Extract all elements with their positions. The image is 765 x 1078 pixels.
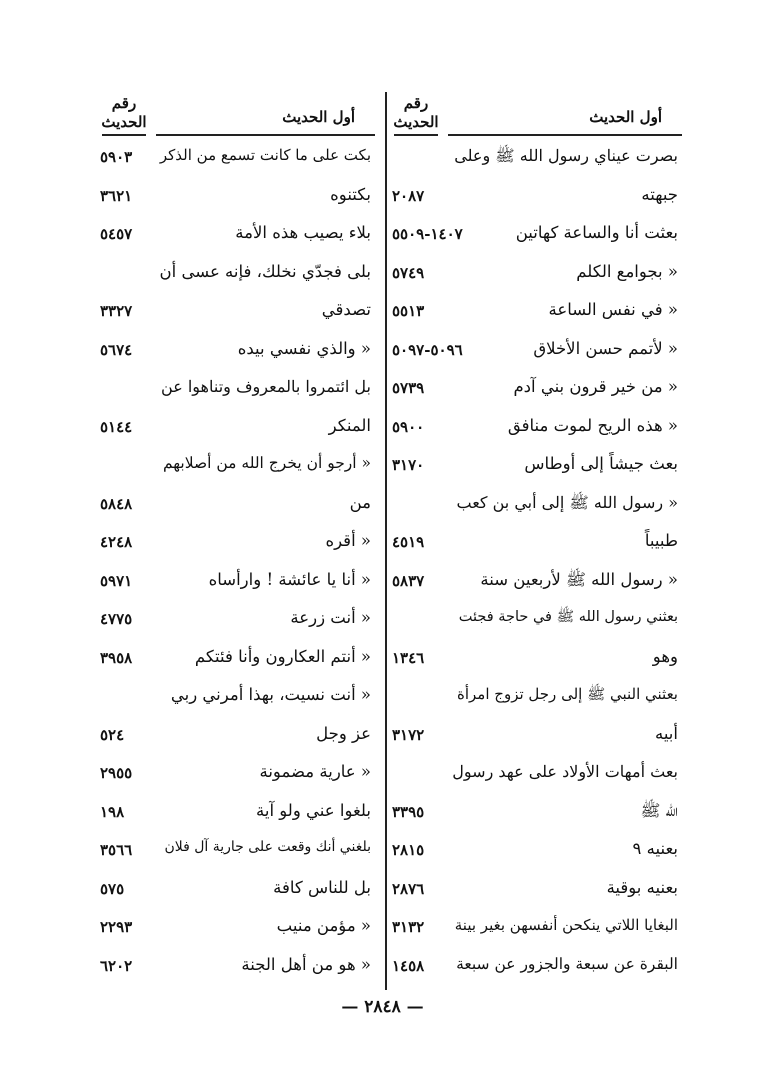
number-label-line1: رقم xyxy=(111,94,137,112)
number-label-line2: الحديث xyxy=(393,113,439,131)
index-entry-row xyxy=(98,256,375,295)
hadith-number: ٣٦٢١ xyxy=(100,186,133,205)
hadith-number: ١٣٤٦ xyxy=(392,648,425,667)
hadith-number: ٥٩٠٣ xyxy=(100,148,133,166)
hadith-start-text: « أنا يا عائشة ! وارأساه xyxy=(208,569,371,589)
hadith-number: ٢٩٥٥ xyxy=(100,764,133,782)
hadith-number: ٤٧٧٥ xyxy=(100,610,133,628)
index-entry-row xyxy=(98,679,375,718)
hadith-start-text: طبيباً xyxy=(644,531,678,550)
index-entry-row xyxy=(390,564,682,603)
hadith-start-text: « أنت زرعة xyxy=(290,608,371,627)
hadith-start-text: بعثني النبي ﷺ إلى رجل تزوج امرأة xyxy=(457,685,678,703)
hadith-start-text: بعنيه بوقية xyxy=(606,877,678,897)
hadith-number: ٥١٤٤ xyxy=(100,417,133,436)
title-underline xyxy=(156,134,375,136)
hadith-number: ٣١٧٠ xyxy=(392,456,425,474)
index-entry-row xyxy=(390,756,682,795)
index-entry-row xyxy=(390,256,682,295)
hadith-start-text: من xyxy=(349,492,371,512)
title-underline xyxy=(448,134,682,136)
hadith-start-text: بعثني رسول الله ﷺ في حاجة فجئت xyxy=(458,609,678,625)
index-entry-row xyxy=(98,564,375,603)
hadith-number: ٥٨٤٨ xyxy=(100,494,133,513)
index-entry-row xyxy=(390,833,682,872)
index-entry-row xyxy=(390,333,682,372)
index-entry-row xyxy=(98,487,375,526)
hadith-number-label xyxy=(390,94,442,132)
index-entry-row xyxy=(98,525,375,564)
index-entry-row xyxy=(98,833,375,872)
hadith-number: ٤٥١٩ xyxy=(392,533,425,551)
hadith-start-text: بلغني أنك وقعت على جارية آل فلان xyxy=(164,839,371,855)
index-entry-row xyxy=(98,448,375,487)
left-column xyxy=(98,88,375,987)
hadith-number: ٢٠٨٧ xyxy=(392,186,425,205)
index-entry-row xyxy=(390,140,682,179)
hadith-start-text: « والذي نفسي بيده xyxy=(237,338,371,358)
hadith-start-text: جبهته xyxy=(641,184,678,204)
index-entry-row xyxy=(98,641,375,680)
hadith-start-text: بعث أمهات الأولاد على عهد رسول xyxy=(452,762,678,781)
index-entry-row xyxy=(98,756,375,795)
hadith-start-text: « في نفس الساعة xyxy=(548,300,678,319)
hadith-number: ١٤٠٧-٥٥٠٩ xyxy=(392,225,463,243)
index-entry-row xyxy=(390,294,682,333)
hadith-start-text: بعثت أنا والساعة كهاتين xyxy=(515,223,678,242)
hadith-start-text: المنكر xyxy=(328,415,371,435)
index-entry-row xyxy=(390,410,682,449)
index-entry-row xyxy=(390,602,682,641)
hadith-start-text: وهو xyxy=(652,646,678,666)
hadith-number: ٣٥٦٦ xyxy=(100,841,133,859)
index-entry-row xyxy=(390,179,682,218)
index-entry-row xyxy=(98,333,375,372)
index-entry-row xyxy=(390,795,682,834)
hadith-number: ٢٨٧٦ xyxy=(392,879,425,898)
index-entry-row xyxy=(98,718,375,757)
hadith-start-text: أبيه xyxy=(654,723,678,743)
hadith-start-text: « لأتمم حسن الأخلاق xyxy=(533,338,678,358)
index-entry-row xyxy=(390,872,682,911)
index-entry-row xyxy=(98,602,375,641)
number-label-underline xyxy=(394,134,438,136)
hadith-number: ٥٧٥ xyxy=(100,879,125,898)
index-entry-row xyxy=(98,910,375,949)
index-entry-row xyxy=(390,371,682,410)
hadith-start-text: البغايا اللاتي ينكحن أنفسهن بغير بينة xyxy=(454,916,678,934)
index-entry-row xyxy=(390,679,682,718)
hadith-start-text: « رسول الله ﷺ إلى أبي بن كعب xyxy=(456,492,678,512)
index-entry-row xyxy=(98,294,375,333)
hadith-start-text: البقرة عن سبعة والجزور عن سبعة xyxy=(456,954,678,973)
index-entry-row xyxy=(390,718,682,757)
hadith-start-text: بلغوا عني ولو آية xyxy=(256,800,371,820)
index-entry-row xyxy=(390,525,682,564)
index-entry-row xyxy=(390,949,682,988)
index-entry-row xyxy=(390,448,682,487)
hadith-start-text: « أنتم العكارون وأنا فئتكم xyxy=(194,646,371,666)
number-label-line2: الحديث xyxy=(101,113,147,131)
hadith-start-text: بلاء يصيب هذه الأمة xyxy=(235,223,371,242)
hadith-start-label: أول الحديث xyxy=(282,108,355,126)
hadith-start-text: بعنيه ٩ xyxy=(632,839,678,858)
index-entry-row xyxy=(390,217,682,256)
hadith-number: ٥٧٣٩ xyxy=(392,379,425,397)
hadith-start-label: أول الحديث xyxy=(589,108,662,126)
hadith-start-text: بكت على ما كانت تسمع من الذكر xyxy=(159,146,371,164)
number-label-line1: رقم xyxy=(403,94,429,112)
hadith-start-text: بلى فجدّي نخلك، فإنه عسى أن xyxy=(159,261,371,281)
hadith-number: ٥٦٧٤ xyxy=(100,340,133,359)
hadith-number: ٥٩٠٠ xyxy=(392,417,425,436)
left-column-header xyxy=(98,88,375,140)
hadith-number: ٣١٣٢ xyxy=(392,918,425,936)
column-divider xyxy=(385,92,387,990)
hadith-number: ٦٢٠٢ xyxy=(100,956,133,975)
hadith-number: ٢٨١٥ xyxy=(392,841,425,859)
index-entry-row xyxy=(98,410,375,449)
hadith-number: ٥٩٧١ xyxy=(100,571,133,590)
hadith-start-text: بصرت عيناي رسول الله ﷺ وعلى xyxy=(454,146,678,165)
page-number: — ٢٨٤٨ — xyxy=(341,997,424,1017)
hadith-start-text: « أنت نسيت، بهذا أمرني ربي xyxy=(170,685,371,704)
hadith-number: ٥٨٣٧ xyxy=(392,571,425,590)
index-entry-row xyxy=(390,641,682,680)
hadith-start-text: الله ﷺ xyxy=(640,800,678,820)
index-entry-row xyxy=(390,487,682,526)
hadith-number: ٥٠٩٦-٥٠٩٧ xyxy=(392,340,463,359)
right-column xyxy=(390,88,682,987)
hadith-number: ٥٢٤ xyxy=(100,725,125,744)
index-entry-row xyxy=(390,910,682,949)
hadith-start-text: « من خير قرون بني آدم xyxy=(513,377,678,396)
hadith-start-text: « أقره xyxy=(325,531,371,550)
hadith-start-text: بل ائتمروا بالمعروف وتناهوا عن xyxy=(161,377,371,396)
hadith-number-label xyxy=(98,94,150,132)
hadith-start-text: « بجوامع الكلم xyxy=(576,261,678,281)
hadith-start-text: « عارية مضمونة xyxy=(259,762,371,781)
hadith-start-text: عز وجل xyxy=(316,723,371,743)
index-entry-row xyxy=(98,140,375,179)
hadith-start-text: بكتنوه xyxy=(330,184,371,204)
index-entry-row xyxy=(98,949,375,988)
hadith-number: ١٤٥٨ xyxy=(392,956,425,975)
hadith-number: ٣٩٥٨ xyxy=(100,648,133,667)
hadith-number: ٣١٧٢ xyxy=(392,725,425,744)
hadith-start-text: « مؤمن منيب xyxy=(276,916,371,935)
hadith-number: ٤٢٤٨ xyxy=(100,533,133,551)
hadith-number: ٢٢٩٣ xyxy=(100,918,133,936)
hadith-start-text: « أرجو أن يخرج الله من أصلابهم xyxy=(162,454,371,472)
hadith-number: ٥٥١٣ xyxy=(392,302,425,320)
index-entry-row xyxy=(98,795,375,834)
index-entry-row xyxy=(98,872,375,911)
right-column-header xyxy=(390,88,682,140)
hadith-number: ٣٣٢٧ xyxy=(100,302,133,320)
hadith-start-text: « رسول الله ﷺ لأربعين سنة xyxy=(480,569,678,589)
hadith-number: ١٩٨ xyxy=(100,802,125,821)
hadith-number: ٥٧٤٩ xyxy=(392,263,425,282)
index-entry-row xyxy=(98,179,375,218)
hadith-number: ٥٤٥٧ xyxy=(100,225,133,243)
hadith-start-text: تصدقي xyxy=(321,300,371,319)
hadith-start-text: بل للناس كافة xyxy=(273,877,371,897)
number-label-underline xyxy=(102,134,146,136)
index-entry-row xyxy=(98,371,375,410)
hadith-start-text: « هو من أهل الجنة xyxy=(241,954,371,974)
hadith-start-text: « هذه الريح لموت منافق xyxy=(507,415,678,435)
hadith-number: ٣٣٩٥ xyxy=(392,802,425,821)
hadith-start-text: بعث جيشاً إلى أوطاس xyxy=(524,454,678,473)
index-entry-row xyxy=(98,217,375,256)
